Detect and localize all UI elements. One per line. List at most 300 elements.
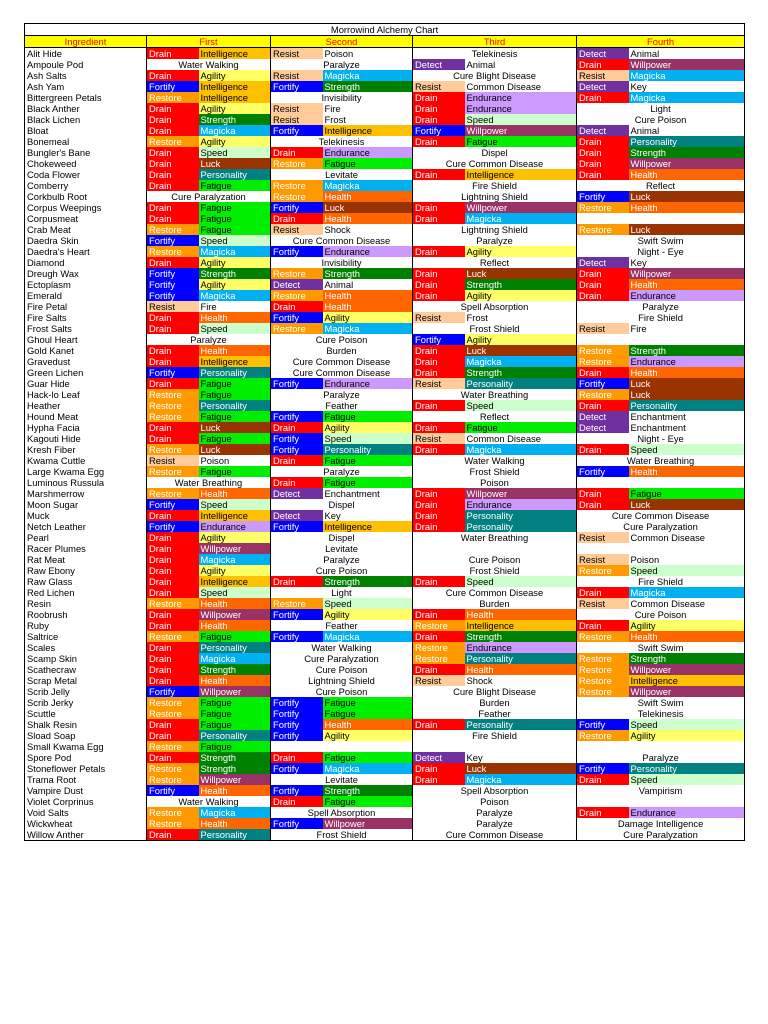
effect-cell: Dispel [271,532,413,543]
effect-attribute: Speed [465,400,577,411]
effect-kind: Drain [271,422,323,433]
effect-kind: Restore [577,202,629,213]
effect-kind: Detect [271,488,323,499]
table-row [25,48,745,60]
effect-kind: Restore [271,323,323,334]
effect-cell: Water Walking [413,455,577,466]
effect-kind: Fortify [271,202,323,213]
effect-kind: Drain [147,510,199,521]
effect-kind: Drain [413,169,465,180]
effect-kind: Resist [577,532,629,543]
effect-attribute: Intelligence [199,92,271,103]
effect-attribute: Health [199,818,271,829]
effect-attribute: Luck [629,378,745,389]
effect-kind: Fortify [147,279,199,290]
effect-cell: Cure Common Disease [271,235,413,246]
effect-kind: Drain [413,103,465,114]
effect-kind: Restore [147,807,199,818]
effect-kind: Fortify [271,378,323,389]
table-row [25,554,745,565]
effect-kind: Fortify [271,719,323,730]
effect-attribute: Animal [323,279,413,290]
effect-attribute: Fatigue [323,796,413,807]
table-row [25,543,745,554]
effect-attribute: Personality [629,400,745,411]
effect-cell: Water Breathing [577,455,745,466]
effect-kind: Fortify [271,81,323,92]
table-row [25,213,745,224]
ingredient-name: Vampire Dust [25,785,147,796]
effect-kind: Drain [147,125,199,136]
header-second: Second [271,36,413,48]
effect-kind: Drain [577,444,629,455]
effect-attribute: Willpower [465,488,577,499]
effect-kind: Drain [413,444,465,455]
table-row [25,642,745,653]
effect-attribute: Intelligence [323,125,413,136]
effect-attribute: Agility [199,257,271,268]
ingredient-name: Daedra's Heart [25,246,147,257]
effect-kind: Restore [271,290,323,301]
effect-cell: Dispel [271,499,413,510]
effect-kind: Fortify [271,818,323,829]
effect-cell [413,741,577,752]
effect-kind: Restore [577,730,629,741]
effect-cell: Paralyze [577,301,745,312]
effect-kind: Resist [147,455,199,466]
effect-attribute: Fatigue [199,741,271,752]
ingredient-name: Hound Meat [25,411,147,422]
effect-attribute: Endurance [323,378,413,389]
effect-attribute: Fatigue [465,136,577,147]
effect-cell: Lightning Shield [271,675,413,686]
effect-cell: Invisibility [271,257,413,268]
table-row [25,92,745,103]
effect-attribute: Fatigue [199,224,271,235]
effect-kind: Restore [413,653,465,664]
table-row [25,796,745,807]
table-row [25,477,745,488]
effect-kind: Drain [413,136,465,147]
table-row [25,807,745,818]
effect-kind: Resist [271,48,323,60]
table-row [25,609,745,620]
effect-kind: Drain [413,576,465,587]
effect-kind: Fortify [577,466,629,477]
effect-kind: Restore [147,136,199,147]
effect-cell: Swift Swim [577,642,745,653]
effect-cell: Burden [413,697,577,708]
effect-kind: Fortify [271,125,323,136]
effect-kind: Restore [577,675,629,686]
effect-kind: Resist [271,114,323,125]
effect-attribute: Strength [199,752,271,763]
table-row [25,466,745,477]
effect-kind: Restore [147,411,199,422]
ingredient-name: Green Lichen [25,367,147,378]
effect-cell: Paralyze [147,334,271,345]
effect-kind: Restore [147,389,199,400]
table-row [25,631,745,642]
effect-attribute: Fatigue [199,378,271,389]
table-row [25,268,745,279]
table-row [25,565,745,576]
effect-cell: Cure Common Disease [413,158,577,169]
effect-kind: Drain [147,664,199,675]
effect-cell: Telekinesis [271,136,413,147]
effect-attribute: Luck [199,158,271,169]
effect-attribute: Fatigue [199,708,271,719]
effect-attribute: Agility [629,620,745,631]
ingredient-name: Resin [25,598,147,609]
effect-kind: Drain [271,477,323,488]
table-row [25,499,745,510]
table-row [25,785,745,796]
table-row [25,312,745,323]
effect-attribute: Willpower [629,59,745,70]
effect-cell: Invisibility [271,92,413,103]
effect-kind: Resist [413,675,465,686]
effect-kind: Drain [147,70,199,81]
effect-attribute: Magicka [465,444,577,455]
effect-attribute: Health [199,598,271,609]
table-row [25,147,745,158]
effect-kind: Drain [577,587,629,598]
effect-kind: Fortify [271,697,323,708]
effect-kind: Drain [413,631,465,642]
effect-attribute: Luck [465,345,577,356]
header-row [25,36,745,48]
effect-cell: Night - Eye [577,246,745,257]
effect-attribute: Health [629,367,745,378]
effect-kind: Restore [147,400,199,411]
effect-kind: Restore [147,763,199,774]
effect-attribute: Strength [323,81,413,92]
effect-attribute: Agility [199,565,271,576]
effect-attribute: Agility [323,730,413,741]
effect-kind: Detect [577,422,629,433]
effect-attribute: Personality [465,653,577,664]
ingredient-name: Fire Salts [25,312,147,323]
effect-attribute: Willpower [629,268,745,279]
effect-attribute: Endurance [465,103,577,114]
ingredient-name: Comberry [25,180,147,191]
effect-attribute: Speed [465,114,577,125]
effect-kind: Drain [413,356,465,367]
effect-kind: Restore [147,598,199,609]
ingredient-name: Frost Salts [25,323,147,334]
ingredient-name: Gold Kanet [25,345,147,356]
effect-kind: Drain [413,367,465,378]
effect-attribute: Luck [199,422,271,433]
effect-kind: Fortify [413,125,465,136]
ingredient-name: Hack-lo Leaf [25,389,147,400]
effect-kind: Drain [577,147,629,158]
effect-kind: Resist [271,70,323,81]
effect-attribute: Magicka [199,653,271,664]
effect-kind: Drain [413,664,465,675]
effect-cell: Feather [271,400,413,411]
effect-cell: Cure Common Disease [413,829,577,841]
effect-attribute: Fatigue [323,455,413,466]
effect-cell [577,213,745,224]
effect-attribute: Speed [199,323,271,334]
effect-attribute: Strength [323,576,413,587]
effect-attribute: Agility [199,136,271,147]
effect-kind: Drain [147,180,199,191]
effect-cell: Paralyze [271,389,413,400]
effect-attribute: Strength [629,147,745,158]
effect-cell: Water Breathing [147,477,271,488]
effect-attribute: Luck [629,191,745,202]
ingredient-name: Ampoule Pod [25,59,147,70]
effect-kind: Resist [147,301,199,312]
effect-kind: Fortify [271,444,323,455]
effect-attribute: Health [199,620,271,631]
effect-cell: Cure Blight Disease [413,70,577,81]
effect-kind: Drain [147,565,199,576]
effect-kind: Fortify [271,521,323,532]
effect-kind: Drain [577,279,629,290]
effect-kind: Drain [413,345,465,356]
effect-attribute: Luck [629,389,745,400]
effect-cell: Cure Poison [271,565,413,576]
table-row [25,829,745,841]
effect-attribute: Enchantment [629,411,745,422]
effect-attribute: Common Disease [629,598,745,609]
effect-kind: Restore [147,224,199,235]
effect-cell: Telekinesis [577,708,745,719]
effect-attribute: Fatigue [199,631,271,642]
effect-attribute: Willpower [199,609,271,620]
table-row [25,675,745,686]
effect-attribute: Health [465,664,577,675]
effect-kind: Drain [147,653,199,664]
effect-attribute: Fatigue [629,488,745,499]
table-row [25,334,745,345]
effect-attribute: Fatigue [199,466,271,477]
effect-kind: Drain [413,246,465,257]
title-row [25,24,745,36]
effect-kind: Restore [147,631,199,642]
effect-kind: Drain [147,158,199,169]
effect-kind: Fortify [271,631,323,642]
effect-attribute: Luck [199,444,271,455]
effect-kind: Restore [577,565,629,576]
effect-kind: Detect [271,510,323,521]
table-row [25,70,745,81]
effect-attribute: Fatigue [199,389,271,400]
effect-kind: Fortify [147,521,199,532]
effect-cell: Cure Poison [577,609,745,620]
ingredient-name: Saltrice [25,631,147,642]
effect-attribute: Personality [199,367,271,378]
ingredient-name: Large Kwama Egg [25,466,147,477]
effect-attribute: Magicka [199,554,271,565]
effect-attribute: Poison [199,455,271,466]
effect-kind: Detect [577,125,629,136]
effect-cell: Vampirism [577,785,745,796]
effect-kind: Resist [413,312,465,323]
ingredient-name: Raw Glass [25,576,147,587]
effect-cell: Levitate [271,774,413,785]
effect-attribute: Health [629,466,745,477]
effect-attribute: Endurance [629,356,745,367]
effect-attribute: Speed [323,433,413,444]
effect-cell: Paralyze [271,59,413,70]
ingredient-name: Scrap Metal [25,675,147,686]
effect-kind: Drain [147,642,199,653]
effect-cell: Paralyze [413,807,577,818]
effect-attribute: Personality [465,378,577,389]
effect-kind: Drain [271,301,323,312]
effect-kind: Drain [147,752,199,763]
effect-kind: Drain [577,367,629,378]
effect-attribute: Endurance [465,499,577,510]
effect-kind: Restore [271,268,323,279]
effect-cell: Dispel [413,147,577,158]
effect-cell [577,796,745,807]
effect-attribute: Common Disease [629,532,745,543]
effect-kind: Drain [147,422,199,433]
effect-kind: Fortify [147,290,199,301]
table-row [25,389,745,400]
effect-cell: Paralyze [577,752,745,763]
effect-cell: Cure Common Disease [271,367,413,378]
effect-attribute: Key [629,257,745,268]
effect-kind: Fortify [271,763,323,774]
ingredient-name: Gravedust [25,356,147,367]
effect-attribute: Magicka [199,125,271,136]
table-row [25,345,745,356]
table-row [25,323,745,334]
effect-attribute: Endurance [465,642,577,653]
table-row [25,114,745,125]
table-row [25,653,745,664]
effect-attribute: Health [629,169,745,180]
effect-attribute: Magicka [465,774,577,785]
effect-cell: Cure Poison [271,686,413,697]
effect-attribute: Health [323,213,413,224]
table-row [25,422,745,433]
effect-attribute: Intelligence [199,356,271,367]
effect-attribute: Willpower [465,125,577,136]
effect-kind: Detect [577,48,629,60]
effect-attribute: Magicka [199,246,271,257]
effect-cell [271,741,413,752]
effect-kind: Drain [413,609,465,620]
effect-attribute: Magicka [199,290,271,301]
effect-attribute: Health [629,631,745,642]
effect-cell: Frost Shield [413,565,577,576]
ingredient-name: Heather [25,400,147,411]
effect-kind: Drain [577,290,629,301]
effect-attribute: Luck [465,268,577,279]
effect-attribute: Magicka [199,807,271,818]
effect-cell: Fire Shield [413,730,577,741]
effect-kind: Drain [147,543,199,554]
effect-attribute: Agility [465,290,577,301]
effect-kind: Fortify [271,433,323,444]
effect-cell [577,334,745,345]
effect-attribute: Health [199,312,271,323]
ingredient-name: Scales [25,642,147,653]
effect-attribute: Endurance [629,290,745,301]
effect-cell: Cure Paralyzation [271,653,413,664]
effect-kind: Drain [271,752,323,763]
ingredient-name: Ruby [25,620,147,631]
effect-cell: Damage Intelligence [577,818,745,829]
ingredient-name: Void Salts [25,807,147,818]
effect-kind: Drain [413,268,465,279]
table-row [25,191,745,202]
table-row [25,741,745,752]
effect-kind: Fortify [271,246,323,257]
ingredient-name: Diamond [25,257,147,268]
effect-attribute: Willpower [629,664,745,675]
effect-kind: Detect [413,59,465,70]
ingredient-name: Kresh Fiber [25,444,147,455]
effect-attribute: Agility [465,334,577,345]
effect-attribute: Speed [199,499,271,510]
effect-kind: Drain [577,169,629,180]
ingredient-name: Chokeweed [25,158,147,169]
effect-kind: Drain [147,378,199,389]
ingredient-name: Dreugh Wax [25,268,147,279]
effect-kind: Restore [147,488,199,499]
effect-kind: Drain [147,213,199,224]
effect-cell: Frost Shield [413,323,577,334]
header-ingredient: Ingredient [25,36,147,48]
effect-cell: Poison [413,796,577,807]
table-row [25,158,745,169]
table-row [25,455,745,466]
effect-attribute: Intelligence [629,675,745,686]
table-row [25,774,745,785]
effect-attribute: Strength [199,664,271,675]
effect-cell: Paralyze [271,554,413,565]
effect-kind: Fortify [271,730,323,741]
effect-cell: Cure Paralyzation [147,191,271,202]
table-row [25,686,745,697]
effect-cell: Swift Swim [577,697,745,708]
effect-attribute: Luck [323,202,413,213]
table-row [25,290,745,301]
effect-kind: Detect [413,752,465,763]
table-row [25,521,745,532]
effect-kind: Restore [147,444,199,455]
ingredient-name: Kwama Cuttle [25,455,147,466]
effect-attribute: Agility [465,246,577,257]
effect-cell: Feather [413,708,577,719]
ingredient-name: Hypha Facia [25,422,147,433]
effect-attribute: Common Disease [465,433,577,444]
effect-kind: Drain [147,587,199,598]
effect-kind: Drain [147,829,199,841]
effect-kind: Drain [147,576,199,587]
effect-kind: Drain [577,92,629,103]
header-third: Third [413,36,577,48]
effect-kind: Restore [271,180,323,191]
ingredient-name: Luminous Russula [25,477,147,488]
effect-attribute: Fire [323,103,413,114]
effect-kind: Fortify [271,411,323,422]
table-row [25,257,745,268]
effect-cell: Lightning Shield [413,224,577,235]
effect-kind: Drain [147,312,199,323]
effect-cell: Fire Shield [413,180,577,191]
effect-attribute: Animal [629,48,745,60]
